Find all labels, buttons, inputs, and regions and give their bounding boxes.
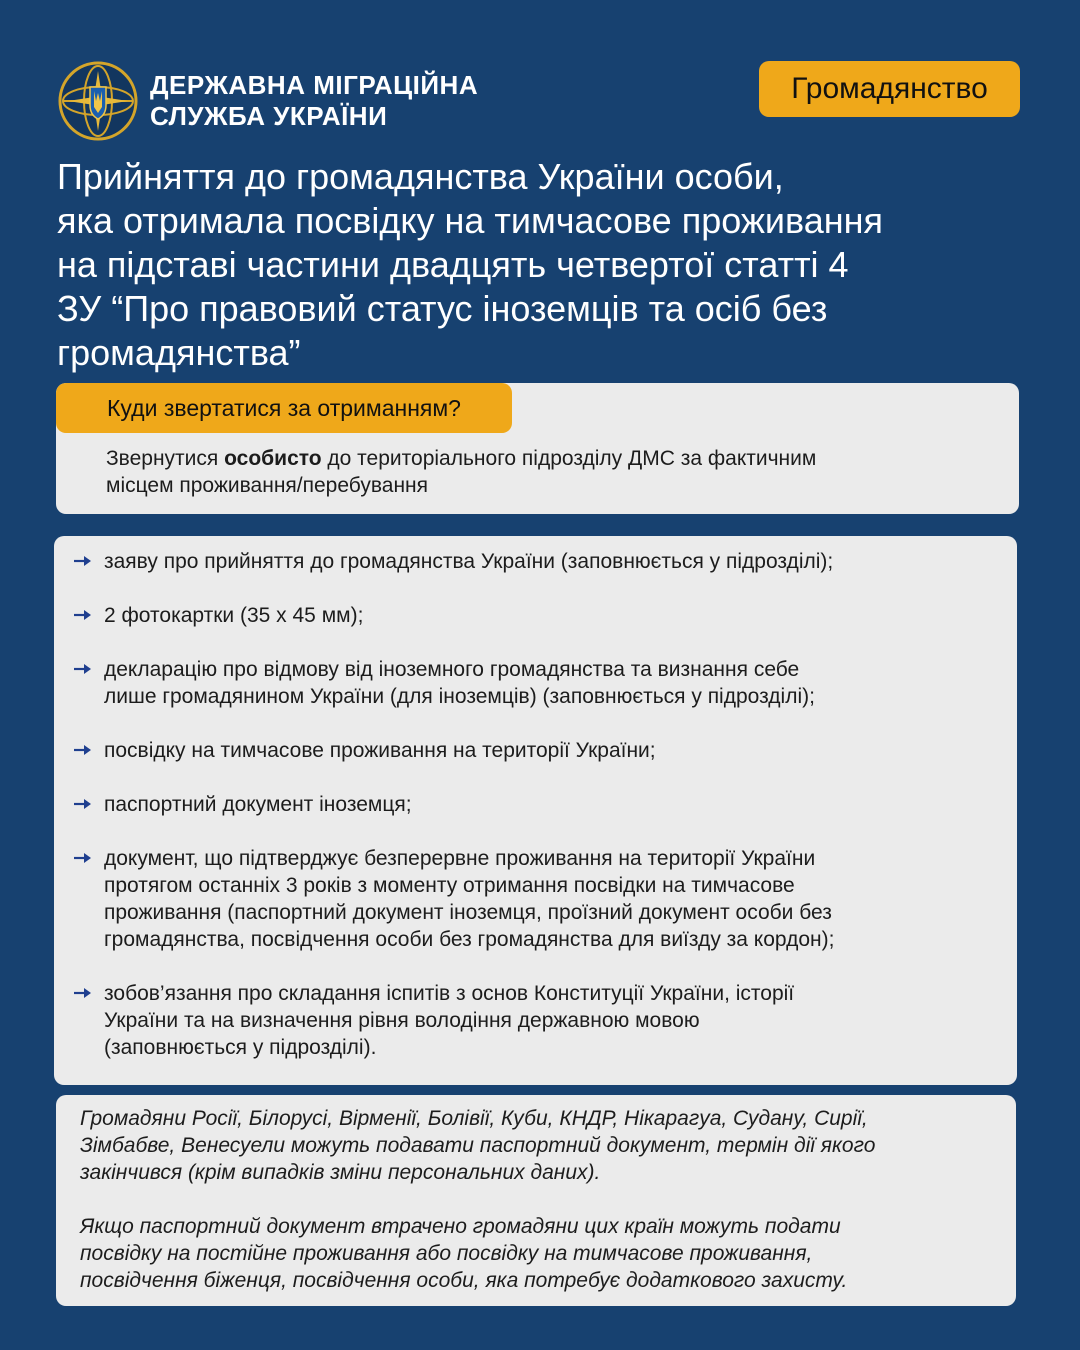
documents-card	[54, 536, 1017, 1085]
document-text-line: декларацію про відмову від іноземного громадянства та визнання себе	[104, 658, 800, 681]
document-text	[104, 791, 1004, 818]
arrow-right-icon	[73, 986, 93, 1000]
note-line: посвідку на постійне проживання або посвідку на тимчасове проживання,	[80, 1242, 813, 1265]
where-to-apply-label: Куди звертатися за отриманням?	[56, 383, 512, 433]
org-name-line2: СЛУЖБА УКРАЇНИ	[150, 101, 388, 131]
document-text-line: документ, що підтверджує безперервне проживання на території України	[104, 847, 816, 870]
document-text-line: заяву про прийняття до громадянства України (заповнюється у підрозділі);	[104, 550, 834, 573]
where-text-after: до територіального підрозділу ДМС за фактичним	[321, 447, 817, 470]
title-line: Прийняття до громадянства України особи,	[57, 156, 784, 197]
note-line: Зімбабве, Венесуели можуть подавати паспортний документ, термін дії якого	[80, 1134, 876, 1157]
document-text	[104, 980, 1004, 1061]
dmsu-emblem-icon	[58, 61, 138, 141]
note-line: посвідчення біженця, посвідчення особи, яка потребує додаткового захисту.	[80, 1269, 848, 1292]
document-text-line: (заповнюється у підрозділі).	[104, 1036, 377, 1059]
arrow-right-icon	[73, 797, 93, 811]
document-text	[104, 548, 1004, 575]
document-text-line: 2 фотокартки (35 х 45 мм);	[104, 604, 364, 627]
org-name-line1: ДЕРЖАВНА МІГРАЦІЙНА	[150, 70, 479, 100]
arrow-right-icon	[73, 743, 93, 757]
document-text	[104, 845, 1004, 953]
note-line: Громадяни Росії, Білорусі, Вірменії, Болівії, Куби, КНДР, Нікарагуа, Судану, Сирії,	[80, 1107, 868, 1130]
title-line: на підставі частини двадцять четвертої статті 4	[57, 244, 849, 285]
document-text	[104, 737, 1004, 764]
arrow-right-icon	[73, 662, 93, 676]
where-to-apply-card	[56, 383, 1019, 514]
category-badge: Громадянство	[759, 61, 1020, 117]
title-line: яка отримала посвідку на тимчасове проживання	[57, 200, 884, 241]
document-text-line: посвідку на тимчасове проживання на території України;	[104, 739, 656, 762]
note-paragraph	[80, 1213, 1000, 1294]
note-card	[56, 1095, 1016, 1306]
document-text-line: зобов’язання про складання іспитів з основ Конституції України, історії	[104, 982, 795, 1005]
note-line: закінчився (крім випадків зміни персональних даних).	[80, 1161, 601, 1184]
note-line: Якщо паспортний документ втрачено громадяни цих країн можуть подати	[80, 1215, 841, 1238]
arrow-right-icon	[73, 851, 93, 865]
document-text-line: протягом останніх 3 років з моменту отримання посвідки на тимчасове	[104, 874, 795, 897]
where-text-before: Звернутися	[106, 447, 225, 470]
title-line: ЗУ “Про правовий статус іноземців та осіб без	[57, 288, 828, 329]
arrow-right-icon	[73, 554, 93, 568]
document-text-line: проживання (паспортний документ іноземця, проїзний документ особи без	[104, 901, 832, 924]
where-text-bold: особисто	[224, 447, 322, 470]
document-text-line: лише громадянином України (для іноземців) (заповнюється у підрозділі);	[104, 685, 815, 708]
document-text-line: України та на визначення рівня володіння державною мовою	[104, 1009, 700, 1032]
where-to-apply-text	[106, 445, 986, 499]
title-line: громадянства”	[57, 332, 301, 373]
document-text	[104, 602, 1004, 629]
document-text	[104, 656, 1004, 710]
page-title	[57, 155, 1047, 375]
document-text-line: громадянства, посвідчення особи без громадянства для виїзду за кордон);	[104, 928, 835, 951]
where-text-line2: місцем проживання/перебування	[106, 474, 429, 497]
arrow-right-icon	[73, 608, 93, 622]
where-text-line1	[106, 445, 986, 472]
note-paragraph	[80, 1105, 1000, 1186]
organization-name	[150, 70, 478, 132]
document-text-line: паспортний документ іноземця;	[104, 793, 412, 816]
